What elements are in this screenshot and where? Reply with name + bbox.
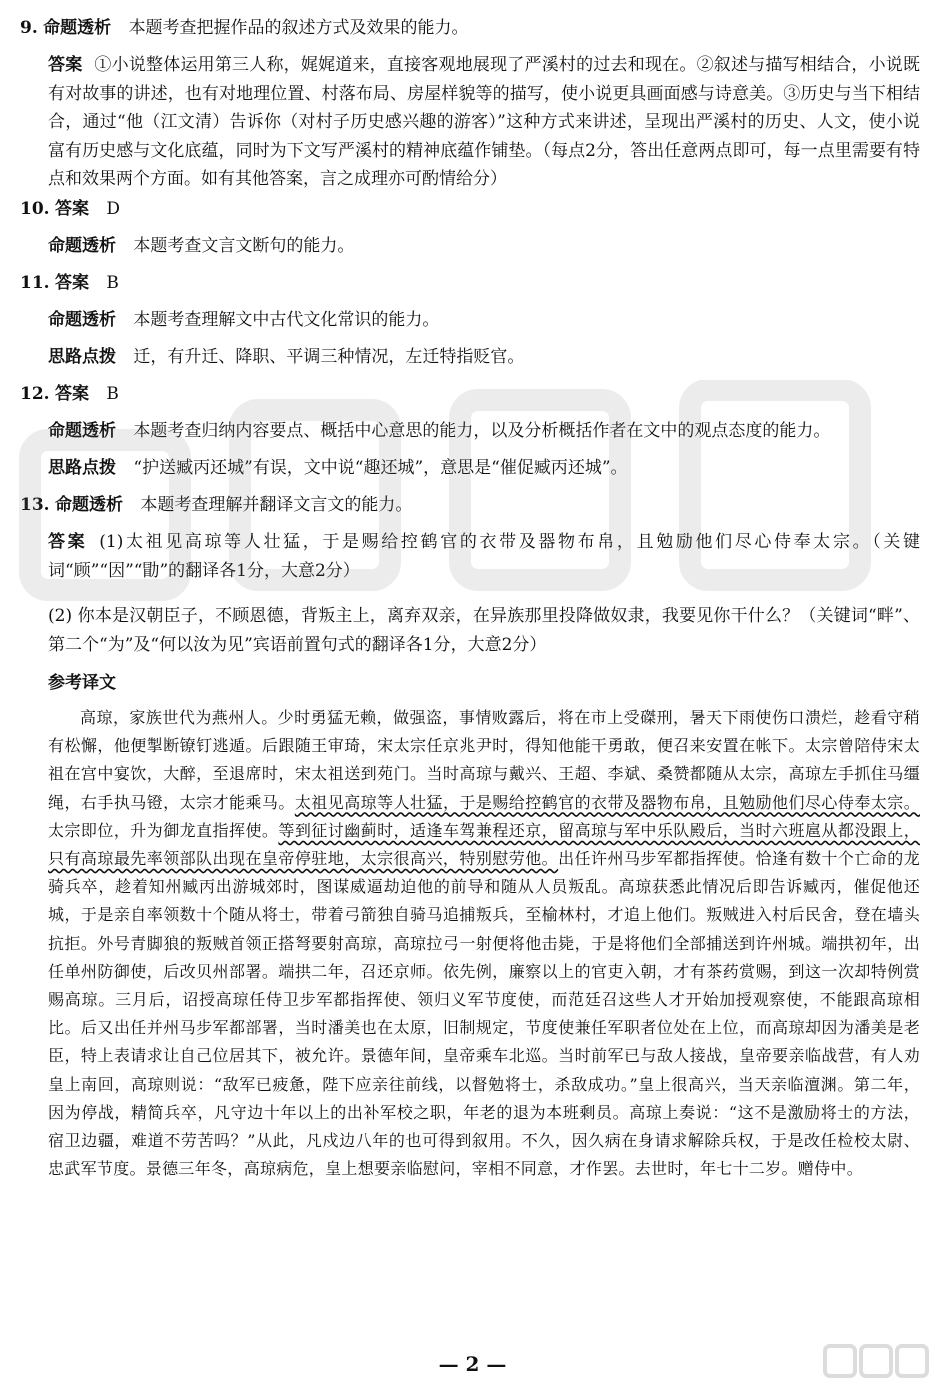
q13-answer-label: 答案 bbox=[48, 532, 88, 552]
translation-underlined-2: 等到征讨幽蓟时，适逢车驾兼程还京，留高琼与军中乐队殿后，当时六班扈从都没跟上，只有高琼最先率领部队出现在皇帝停驻地，太宗很高兴，特别慰劳他。 bbox=[48, 820, 921, 869]
q11-answer-text: B bbox=[106, 273, 119, 293]
q10-analysis-text: 本题考查文言文断句的能力。 bbox=[133, 236, 355, 256]
translation-part-1: 高琼，家族世代为燕州人。少时勇猛无赖，做强盗，事情败露后，将在市上受磔刑，暑天下雨使伤口溃烂，趁看守稍有松懈，他便掣断镣钉逃遁。后跟随王审琦，宋太宗任京兆尹时，得知他能干勇敢，便召来安置在帐下。太宗曾陪侍宋太祖在宫中宴饮，大醉，至退席时，宋太祖送到苑门。当时高琼与戴兴、王超、李斌、桑赞都随从太宗，高琼左手抓住马缰绳，右手执马镫，太宗才能乘马。 bbox=[48, 708, 920, 812]
q12-hint bbox=[48, 454, 920, 483]
q13-reference-title bbox=[48, 669, 920, 698]
translation-part-2: 太宗即位，升为御龙直指挥使。 bbox=[48, 820, 279, 840]
q11-analysis-text: 本题考查理解文中古代文化常识的能力。 bbox=[133, 310, 440, 330]
q11-hint bbox=[48, 343, 920, 372]
q12-hint-text: “护送臧丙还城”有误，文中说“趣还城”，意思是“催促臧丙还城”。 bbox=[133, 458, 628, 478]
q11-analysis bbox=[48, 306, 920, 335]
page-number: — 2 — bbox=[438, 1352, 507, 1376]
q12-hint-label: 思路点拨 bbox=[48, 458, 116, 478]
q12-analysis bbox=[48, 417, 920, 446]
q9-analysis-text: 本题考查把握作品的叙述方式及效果的能力。 bbox=[128, 18, 469, 38]
q12-number: 12. bbox=[20, 384, 50, 404]
q13-reference-translation bbox=[48, 704, 920, 1183]
q11-analysis-label: 命题透析 bbox=[48, 310, 116, 330]
q9-number: 9. bbox=[20, 18, 38, 38]
q9-answer bbox=[48, 51, 920, 194]
q10-answer bbox=[20, 195, 920, 224]
q11-answer-label: 答案 bbox=[54, 273, 89, 293]
q10-answer-label: 答案 bbox=[54, 199, 89, 219]
q13-answer-2 bbox=[48, 602, 920, 659]
q9-header bbox=[20, 14, 920, 43]
q11-number: 11. bbox=[20, 273, 50, 293]
translation-part-3: 出任许州马步军都指挥使。恰逢有数十个亡命的龙骑兵卒，趁着知州臧丙出游城郊时，图谋威逼劫迫他的前导和随从人员叛乱。高琼获悉此情况后即告诉臧丙，催促他还城，于是亲自率领数十个随从将士，带着弓箭独自骑马追捕叛兵，至榆林村，才追上他们。叛贼进入村后民舍，登在墙头抗拒。外号青脚狼的叛贼首领正搭弩要射高琼，高琼拉弓一射便将他击毙，于是将他们全部捕送到许州城。端拱初年，出任单州防御使，后改贝州部署。端拱二年，召还京师。依先例，廉察以上的官吏入朝，才有茶药赏赐，到这一次却特例赏赐高琼。三月后，诏授高琼任侍卫步军都指挥使、领归义军节度使，而范廷召这些人才开始加授观察使，不能跟高琼相比。后又出任并州马步军都部署，当时潘美也在太原，旧制规定，节度使兼任军职者位处在上位，而高琼却因为潘美是老臣，特上表请求让自己位居其下，被允许。景德年间，皇帝乘车北巡。当时前军已与敌人接战，皇帝要亲临战营，有人劝皇上南回，高琼则说：“敌军已疲惫，陛下应亲往前线，以督勉将士，杀敌成功。”皇上很高兴，当天亲临澶渊。第二年，因为停战，精简兵卒，凡守边十年以上的出补军校之职，年老的退为本班剩员。高琼上奏说：“这不是激励将士的方法，宿卫边疆，难道不劳苦吗？”从此，凡戍边八年的也可得到叙用。不久，因久病在身请求解除兵权，于是改任检校太尉、忠武军节度。景德三年冬，高琼病危，皇上想要亲临慰问，宰相不同意，才作罢。去世时，年七十二岁。赠侍中。 bbox=[48, 849, 920, 1179]
q13-reference-label: 参考译文 bbox=[48, 673, 116, 693]
q13-answer-1 bbox=[48, 528, 920, 585]
q12-answer-label: 答案 bbox=[54, 384, 89, 404]
q9-analysis-label: 命题透析 bbox=[43, 18, 112, 38]
q13-analysis-label: 命题透析 bbox=[54, 495, 123, 515]
q10-analysis bbox=[48, 232, 920, 261]
q13-answer-2-text: (2) 你本是汉朝臣子，不顾恩德，背叛主上，离弃双亲，在异族那里投降做奴隶，我要见你干什么？（关键词“畔”、第二个“为”及“何以汝为见”宾语前置句式的翻译各1分，大意2分） bbox=[48, 606, 920, 655]
q13-analysis-text: 本题考查理解并翻译文言文的能力。 bbox=[140, 495, 413, 515]
q10-analysis-label: 命题透析 bbox=[48, 236, 116, 256]
q9-answer-text: ①小说整体运用第三人称，娓娓道来，直接客观地展现了严溪村的过去和现在。②叙述与描写相结合，小说既有对故事的讲述，也有对地理位置、村落布局、房屋样貌等的描写，使小说更具画面感与诗意美。③历史与当下相结合，通过“他（江文清）告诉你（对村子历史感兴趣的游客）”这种方式来讲述，呈现出严溪村的历史、人文，使小说富有历史感与文化底蕴，同时为下文写严溪村的精神底蕴作铺垫。（每点2分，答出任意两点即可，每一点里需要有特点和效果两个方面。如有其他答案，言之成理亦可酌情给分） bbox=[48, 55, 921, 189]
q9-answer-label: 答案 bbox=[48, 55, 83, 75]
q12-answer bbox=[20, 380, 920, 409]
q12-analysis-text: 本题考查归纳内容要点、概括中心意思的能力，以及分析概括作者在文中的观点态度的能力。 bbox=[133, 421, 831, 441]
q13-answer-1-text: (1)太祖见高琼等人壮猛，于是赐给控鹤官的衣带及器物布帛，且勉励他们尽心侍奉太宗。（关键词“顾”“因”“勖”的翻译各1分，大意2分） bbox=[48, 532, 920, 581]
q13-analysis bbox=[20, 491, 920, 520]
translation-underlined-1: 太祖见高琼等人壮猛，于是赐给控鹤官的衣带及器物布帛，且勉励他们尽心侍奉太宗。 bbox=[294, 792, 920, 812]
q10-answer-text: D bbox=[106, 199, 121, 219]
q12-analysis-label: 命题透析 bbox=[48, 421, 116, 441]
q12-answer-text: B bbox=[106, 384, 119, 404]
q11-answer bbox=[20, 269, 920, 298]
q11-hint-text: 迁，有升迁、降职、平调三种情况，左迁特指贬官。 bbox=[133, 347, 525, 367]
q11-hint-label: 思路点拨 bbox=[48, 347, 116, 367]
q13-number: 13. bbox=[20, 495, 50, 515]
q10-number: 10. bbox=[20, 199, 50, 219]
